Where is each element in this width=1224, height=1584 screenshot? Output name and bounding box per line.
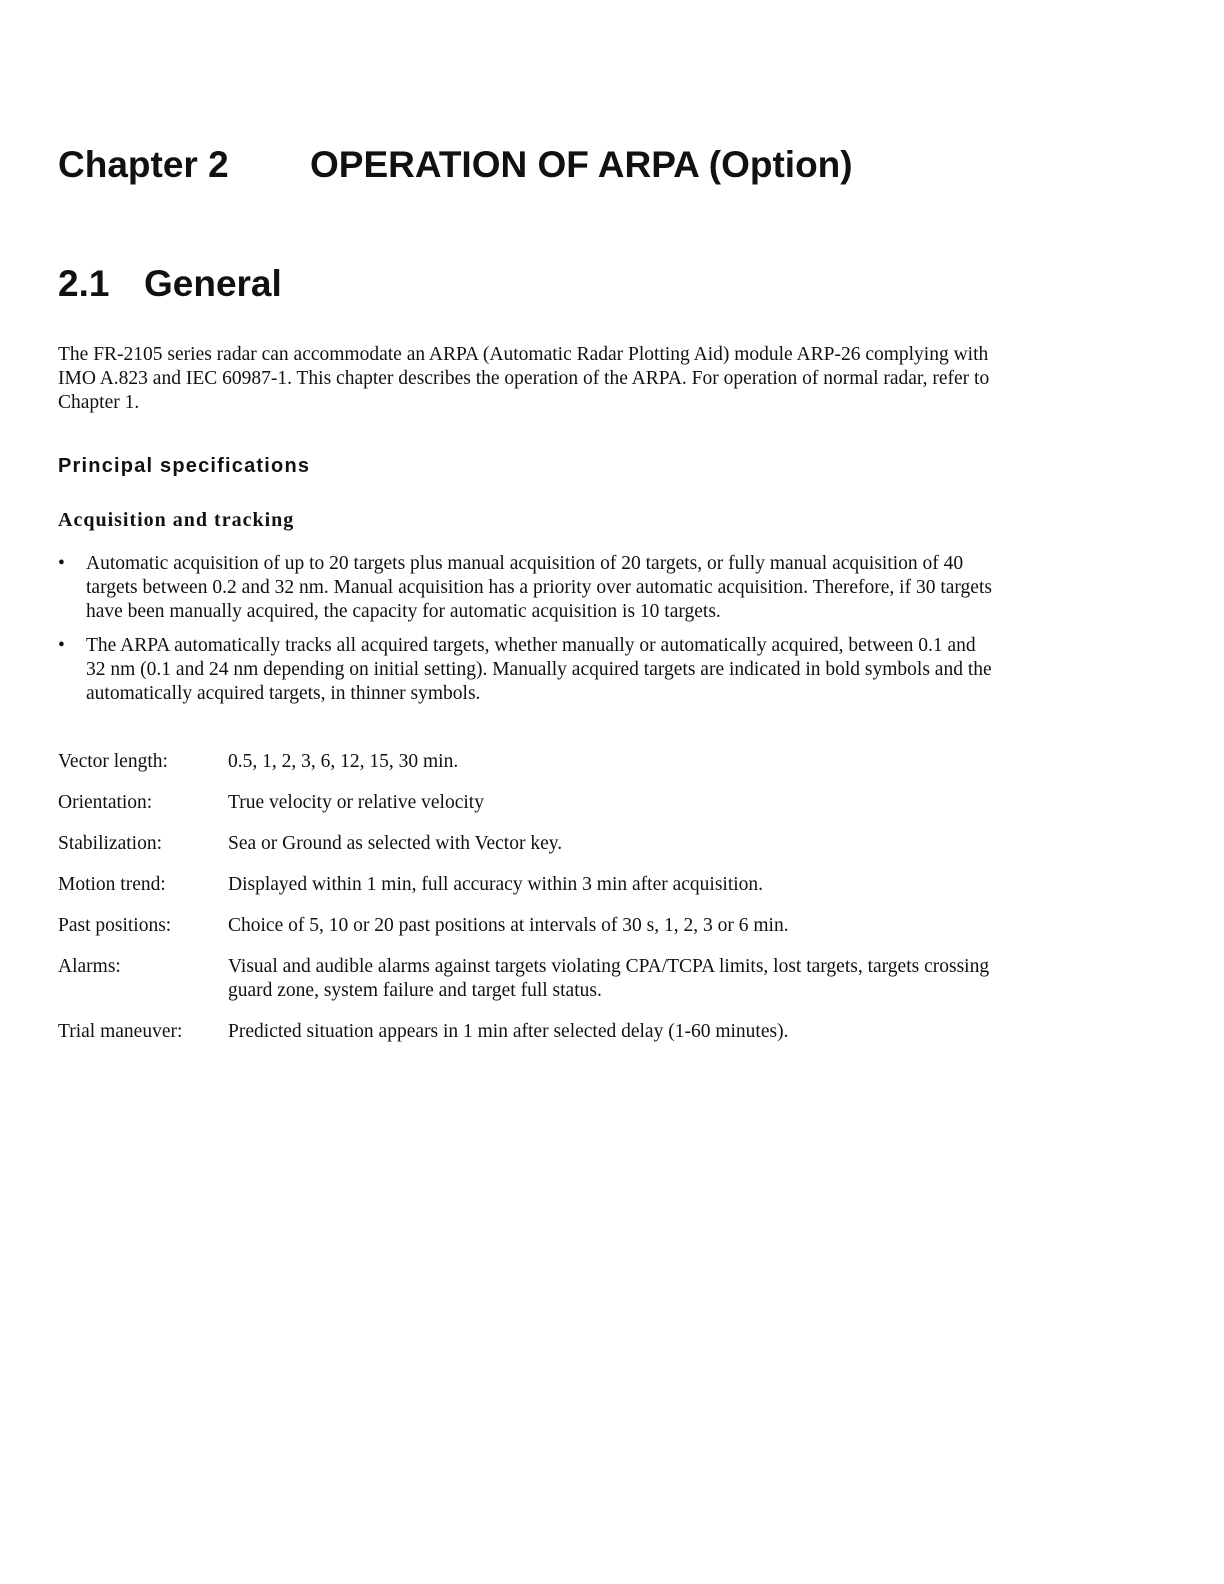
spec-row-motion-trend [58,873,1018,897]
spec-value: Predicted situation appears in 1 min after selected delay (1-60 minutes). [228,1021,789,1042]
section-heading [58,262,282,306]
spec-row-orientation [58,791,1018,815]
spec-value: True velocity or relative velocity [228,792,484,813]
spec-value: Visual and audible alarms against targets violating CPA/TCPA limits, lost targets, targets crossing guard zone, system failure and target full status. [228,956,990,1001]
chapter-number: Chapter 2 [58,144,229,185]
spec-value: 0.5, 1, 2, 3, 6, 12, 15, 30 min. [228,751,459,772]
spec-label: Stabilization: [58,833,162,854]
bullet-text: The ARPA automatically tracks all acquired targets, whether manually or automatically acquired, between 0.1 and 32 nm (0.1 and 24 nm depending on initial setting). Manually acquired targets are indicated in bold symbols and the automatically acquired targets, in thinner symbols. [86,635,992,704]
list-item [58,634,998,706]
spec-value: Displayed within 1 min, full accuracy within 3 min after acquisition. [228,874,764,895]
bullet-text: Automatic acquisition of up to 20 targets plus manual acquisition of 20 targets, or fully manual acquisition of 40 targets between 0.2 and 32 nm. Manual acquisition has a priority over automatic acquisition. Therefore, if 30 targets have been manually acquired, the capacity for automatic acquisition is 10 targets. [86,553,992,622]
chapter-heading [58,143,1058,187]
acquisition-tracking-heading: Acquisition and tracking [58,509,295,531]
spec-label: Alarms: [58,956,121,977]
spec-row-alarms [58,955,1018,1003]
spec-label: Vector length: [58,751,168,772]
section-title: General [144,263,282,304]
spec-label: Trial maneuver: [58,1021,183,1042]
acquisition-bullet-list [58,552,998,716]
spec-row-past-positions [58,914,1018,938]
spec-label: Past positions: [58,915,172,936]
bullet-icon: • [58,553,65,574]
spec-label: Motion trend: [58,874,166,895]
spec-list [58,750,1018,1061]
chapter-title: OPERATION OF ARPA (Option) [310,144,853,185]
spec-row-stabilization [58,832,1018,856]
list-item [58,552,998,624]
spec-value: Choice of 5, 10 or 20 past positions at intervals of 30 s, 1, 2, 3 or 6 min. [228,915,789,936]
spec-value: Sea or Ground as selected with Vector key. [228,833,563,854]
bullet-icon: • [58,635,65,656]
intro-paragraph: The FR-2105 series radar can accommodate an ARPA (Automatic Radar Plotting Aid) module ARP-26 complying with IMO A.823 and IEC 60987-1. This chapter describes the operation of the ARPA. For operation of normal radar, refer to Chapter 1. [58,344,990,413]
spec-row-trial-maneuver [58,1020,1018,1044]
section-number: 2.1 [58,263,110,304]
spec-row-vector-length [58,750,1018,774]
principal-specifications-heading: Principal specifications [58,455,311,477]
spec-label: Orientation: [58,792,153,813]
